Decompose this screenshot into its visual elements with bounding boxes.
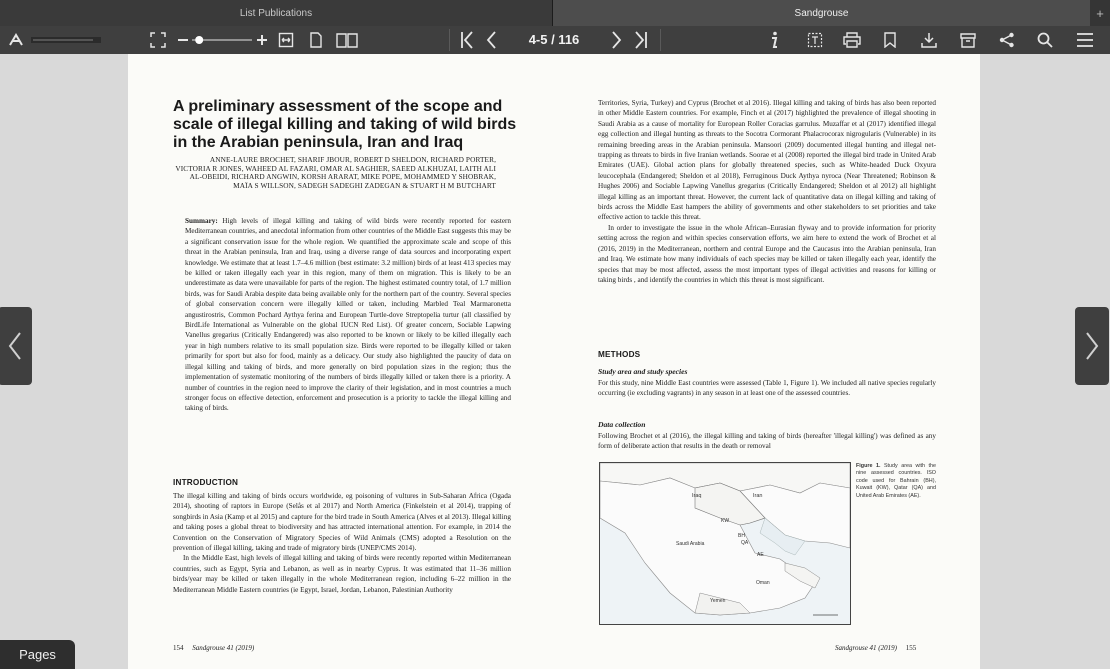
map-label: Iraq xyxy=(692,493,702,499)
summary-label: Summary: xyxy=(185,217,218,225)
previous-page-icon[interactable] xyxy=(481,26,501,54)
page-spread xyxy=(128,54,980,669)
paragraph: The illegal killing and taking of birds occurs worldwide, eg poisoning of vultures in Sub-Saharan Africa (Ogada 2014), shooting of raptors in Europe (Selås et al 2017) and North America (Finkelstein et al 2014), trapping of songbirds in Asia (Kamp et al 2015) and capture for the bird trade in South America (Alves et al 2013). Illegal killing and taking poses a global threat to biodiversity and has attracted international attention. For example, in 2014 the Convention on the Conservation of Migratory Species of Wild Animals (CMS) adopted a Resolution on the prevention of illegal killing, taking and trade of migratory birds (UNEP/CMS 2014). xyxy=(173,492,511,553)
next-page-button[interactable] xyxy=(1075,307,1109,385)
print-icon[interactable] xyxy=(840,26,864,54)
data-collection-heading: Data collection xyxy=(598,420,646,429)
paragraph: In the Middle East, high levels of illegal killing and taking of birds were recently reported within Mediterranean countries, such as Egypt, Syria and Lebanon, as well as in nearby Cyprus. It was estimated that 11–36 million birds/year may be killed or taken illegally in the whole Mediterranean region, including 6–22 million in the Mediterranean Middle Eastern countries (ie Egypt, Israel, Jordan, Lebanon, Palestinian Authority xyxy=(173,554,511,594)
first-page-icon[interactable] xyxy=(456,26,478,54)
toolbar-divider xyxy=(660,29,661,51)
tab-bar xyxy=(0,0,1110,26)
info-icon[interactable] xyxy=(764,26,784,54)
methods-heading: METHODS xyxy=(598,350,641,359)
tab-sandgrouse[interactable] xyxy=(553,0,1090,26)
next-page-icon[interactable] xyxy=(607,26,627,54)
intro-body xyxy=(173,491,511,595)
fullscreen-icon[interactable] xyxy=(147,26,169,54)
zoom-slider[interactable] xyxy=(176,26,268,54)
page-footer-left xyxy=(173,644,254,652)
map-label: BH xyxy=(738,533,745,539)
study-area-body: For this study, nine Middle East countries were assessed (Table 1, Figure 1). We included all native species regularly occurring (ie excluding vagrants) in any season in at least one of the assessed countries. xyxy=(598,379,936,398)
chevron-left-icon xyxy=(7,331,23,361)
map-label: Iran xyxy=(753,493,763,499)
tab-list-publications[interactable] xyxy=(0,0,553,26)
last-page-icon[interactable] xyxy=(630,26,652,54)
map-label: AE xyxy=(757,552,764,558)
journal-name: Sandgrouse 41 (2019) xyxy=(835,644,897,652)
tab-label: Sandgrouse xyxy=(794,7,849,19)
paragraph: Territories, Syria, Turkey) and Cyprus (Brochet et al 2016). Illegal killing and taking of birds has also been reported in other Middle Eastern countries. For example, Finch et al (2017) highlighted the prevalence of illegal shooting in Saudi Arabia as a cause of mortality for European Roller Coracias garrulus. Muzaffar et al (2017) identified illegal egg collection and illegal hunting as threats to the Socotra Cormorant Phalacrocorax nigrogularis (Vulnerable) in its remaining breeding areas in the Arabian peninsula. Mansoori (2009) documented illegal hunting and illegal net-trapping as threats to birds in five Iranian wetlands. Soorae et al (2008) reported the illegal bird trade in United Arab Emirates (UAE). Global action plans for globally threatened species, such as White-headed Duck Oxyura leucocephala (Endangered; Sheldon et al 2018), Ferruginous Duck Aythya nyroca (Near Threatened; Robinson & Hughes 2006) and Sociable Lapwing Vanellus gregarius (Critically Endangered; Sheldon et al 2012) all highlight illegal killing as an important threat. However, the current lack of quantitative data on illegal killing and taking of birds across the Middle East hampers the ability of governments and other stakeholders to set priorities and take effective action to tackle this threat. xyxy=(598,99,936,222)
document-viewport[interactable] xyxy=(0,54,1110,669)
article-title: A preliminary assessment of the scope and scale of illegal killing and taking of wild birds in the Arabian peninsula, Iran and Iraq xyxy=(173,98,517,151)
toolbar xyxy=(0,26,1110,54)
summary-text: High levels of illegal killing and taking of wild birds were recently reported for eastern Mediterranean countries, and anecdotal information from other countries of the Middle East suggests this may be a significant conservation issue for the whole region. We quantified the approximate scale and scope of this threat in the Arabian peninsula, Iran and Iraq, using a diverse range of data sources and incorporating expert knowledge. We estimate that at least 1.7–4.6 million (best estimate: 3.2 million) birds of at least 413 species may be killed or taken illegally each year in this region, many of them on migration. This is likely to be an underestimate as data were unavailable for parts of the region. The highest estimated country total, of 1.7 million birds, was for Saudi Arabia despite data being available only for the northern part of the country. Several species of global conservation concern were illegally killed or taken, including Marbled Teal Marmaronetta angustirostris, Common Pochard Aythya ferina and European Turtle-dove Streptopelia turtur (all classified by BirdLife International as Vulnerable on the global IUCN Red List). Of greater concern, Sociable Lapwing Vanellus gregarius (Critically Endangered) was also reported to be known or likely to be killed illegally each year in high numbers relative to its small population size. Birds were reported to be illegally killed or taken primarily for sport but also for food, mainly as a delicacy. Our study also highlighted the paucity of data on illegal killing and taking of birds, and more generally on bird population sizes in the region; thus the implementation of systematic monitoring of the numbers of birds illegally killed or taken there is a priority. A number of countries in the region need to improve the clarity of their legislation, and in most countries a much stronger focus on effective detection, enforcement and prosecution is a priority to tackle the illegal killing and taking of birds. xyxy=(185,217,511,413)
map-label: Yemen xyxy=(710,598,726,604)
plus-icon: + xyxy=(1096,5,1104,21)
article-authors: ANNE-LAURE BROCHET, SHARIF JBOUR, ROBERT D SHELDON, RICHARD PORTER, VICTORIA R JONES, WAHEED AL FAZARI, OMAR AL SAGHIER, SAEED ALKHUZAI, LAITH ALI AL-OBEIDI, RICHARD ANGWIN, KORSH ARARAT, MIKE POPE, MOHAMMED Y SHOBRAK, MAÏA S WILLSON, SADEGH SADEGHI ZADEGAN & STUART H M BUTCHART xyxy=(175,155,496,190)
map-label: Saudi Arabia xyxy=(676,541,705,547)
text-select-icon[interactable] xyxy=(804,26,826,54)
archive-icon[interactable] xyxy=(957,26,979,54)
pages-button[interactable]: Pages xyxy=(0,640,75,669)
zoom-in-icon xyxy=(257,35,267,45)
paragraph: In order to investigate the issue in the whole African–Eurasian flyway and to provide information for priority setting across the region and within species conservation efforts, we aim here to extend the work of Brochet et al (2016, 2019) in the Mediterranean, northern and central Europe and the Caucasus into the Arabian peninsula, Iran and Iraq. We estimate how many individuals of each species may be killed or taken illegally each year, identify the species that may be most affected, assess the most important types of illegal activities and reasons for killing or taking birds , and identify the countries in which this threat is most significant. xyxy=(598,223,936,284)
two-page-icon[interactable] xyxy=(333,26,361,54)
article-summary xyxy=(185,216,511,414)
study-area-heading: Study area and study species xyxy=(598,367,688,376)
page-footer-right xyxy=(835,644,916,652)
map-label: Oman xyxy=(756,580,770,586)
map-label: KW xyxy=(721,518,730,524)
figure-caption xyxy=(856,463,936,500)
share-icon[interactable] xyxy=(996,26,1018,54)
chevron-right-icon xyxy=(1084,331,1100,361)
download-icon[interactable] xyxy=(918,26,940,54)
search-icon[interactable] xyxy=(1034,26,1056,54)
figure-map xyxy=(599,462,851,625)
page-number: 155 xyxy=(905,644,917,652)
figure-caption-text: Study area with the nine assessed countries. ISO code used for Bahrain (BH), Kuwait (KW), Qatar (QA) and United Arab Emirates (AE). xyxy=(856,463,937,499)
tab-label: List Publications xyxy=(239,7,313,19)
single-page-icon[interactable] xyxy=(305,26,327,54)
logo-thumbnail xyxy=(30,26,102,54)
zoom-out-icon xyxy=(178,39,188,41)
bookmark-icon[interactable] xyxy=(879,26,901,54)
zoom-slider-knob xyxy=(195,36,203,44)
toolbar-divider xyxy=(449,29,450,51)
page-indicator[interactable]: 4-5 / 116 xyxy=(528,32,580,47)
journal-name: Sandgrouse 41 (2019) xyxy=(192,644,255,652)
app-logo-icon[interactable] xyxy=(4,26,28,54)
column-right-text xyxy=(598,98,936,285)
page-number: 154 xyxy=(173,644,184,652)
fit-width-icon[interactable] xyxy=(275,26,297,54)
prev-page-button[interactable] xyxy=(0,307,32,385)
intro-heading: INTRODUCTION xyxy=(173,478,239,487)
new-tab-button[interactable] xyxy=(1090,0,1110,26)
menu-icon[interactable] xyxy=(1073,26,1097,54)
data-collection-body: Following Brochet et al (2016), the illegal killing and taking of birds (hereafter 'illegal killing') was defined as any form of deliberate action that results in the death or removal xyxy=(598,432,936,451)
map-label: QA xyxy=(741,540,749,546)
figure-label: Figure 1. xyxy=(856,463,881,469)
